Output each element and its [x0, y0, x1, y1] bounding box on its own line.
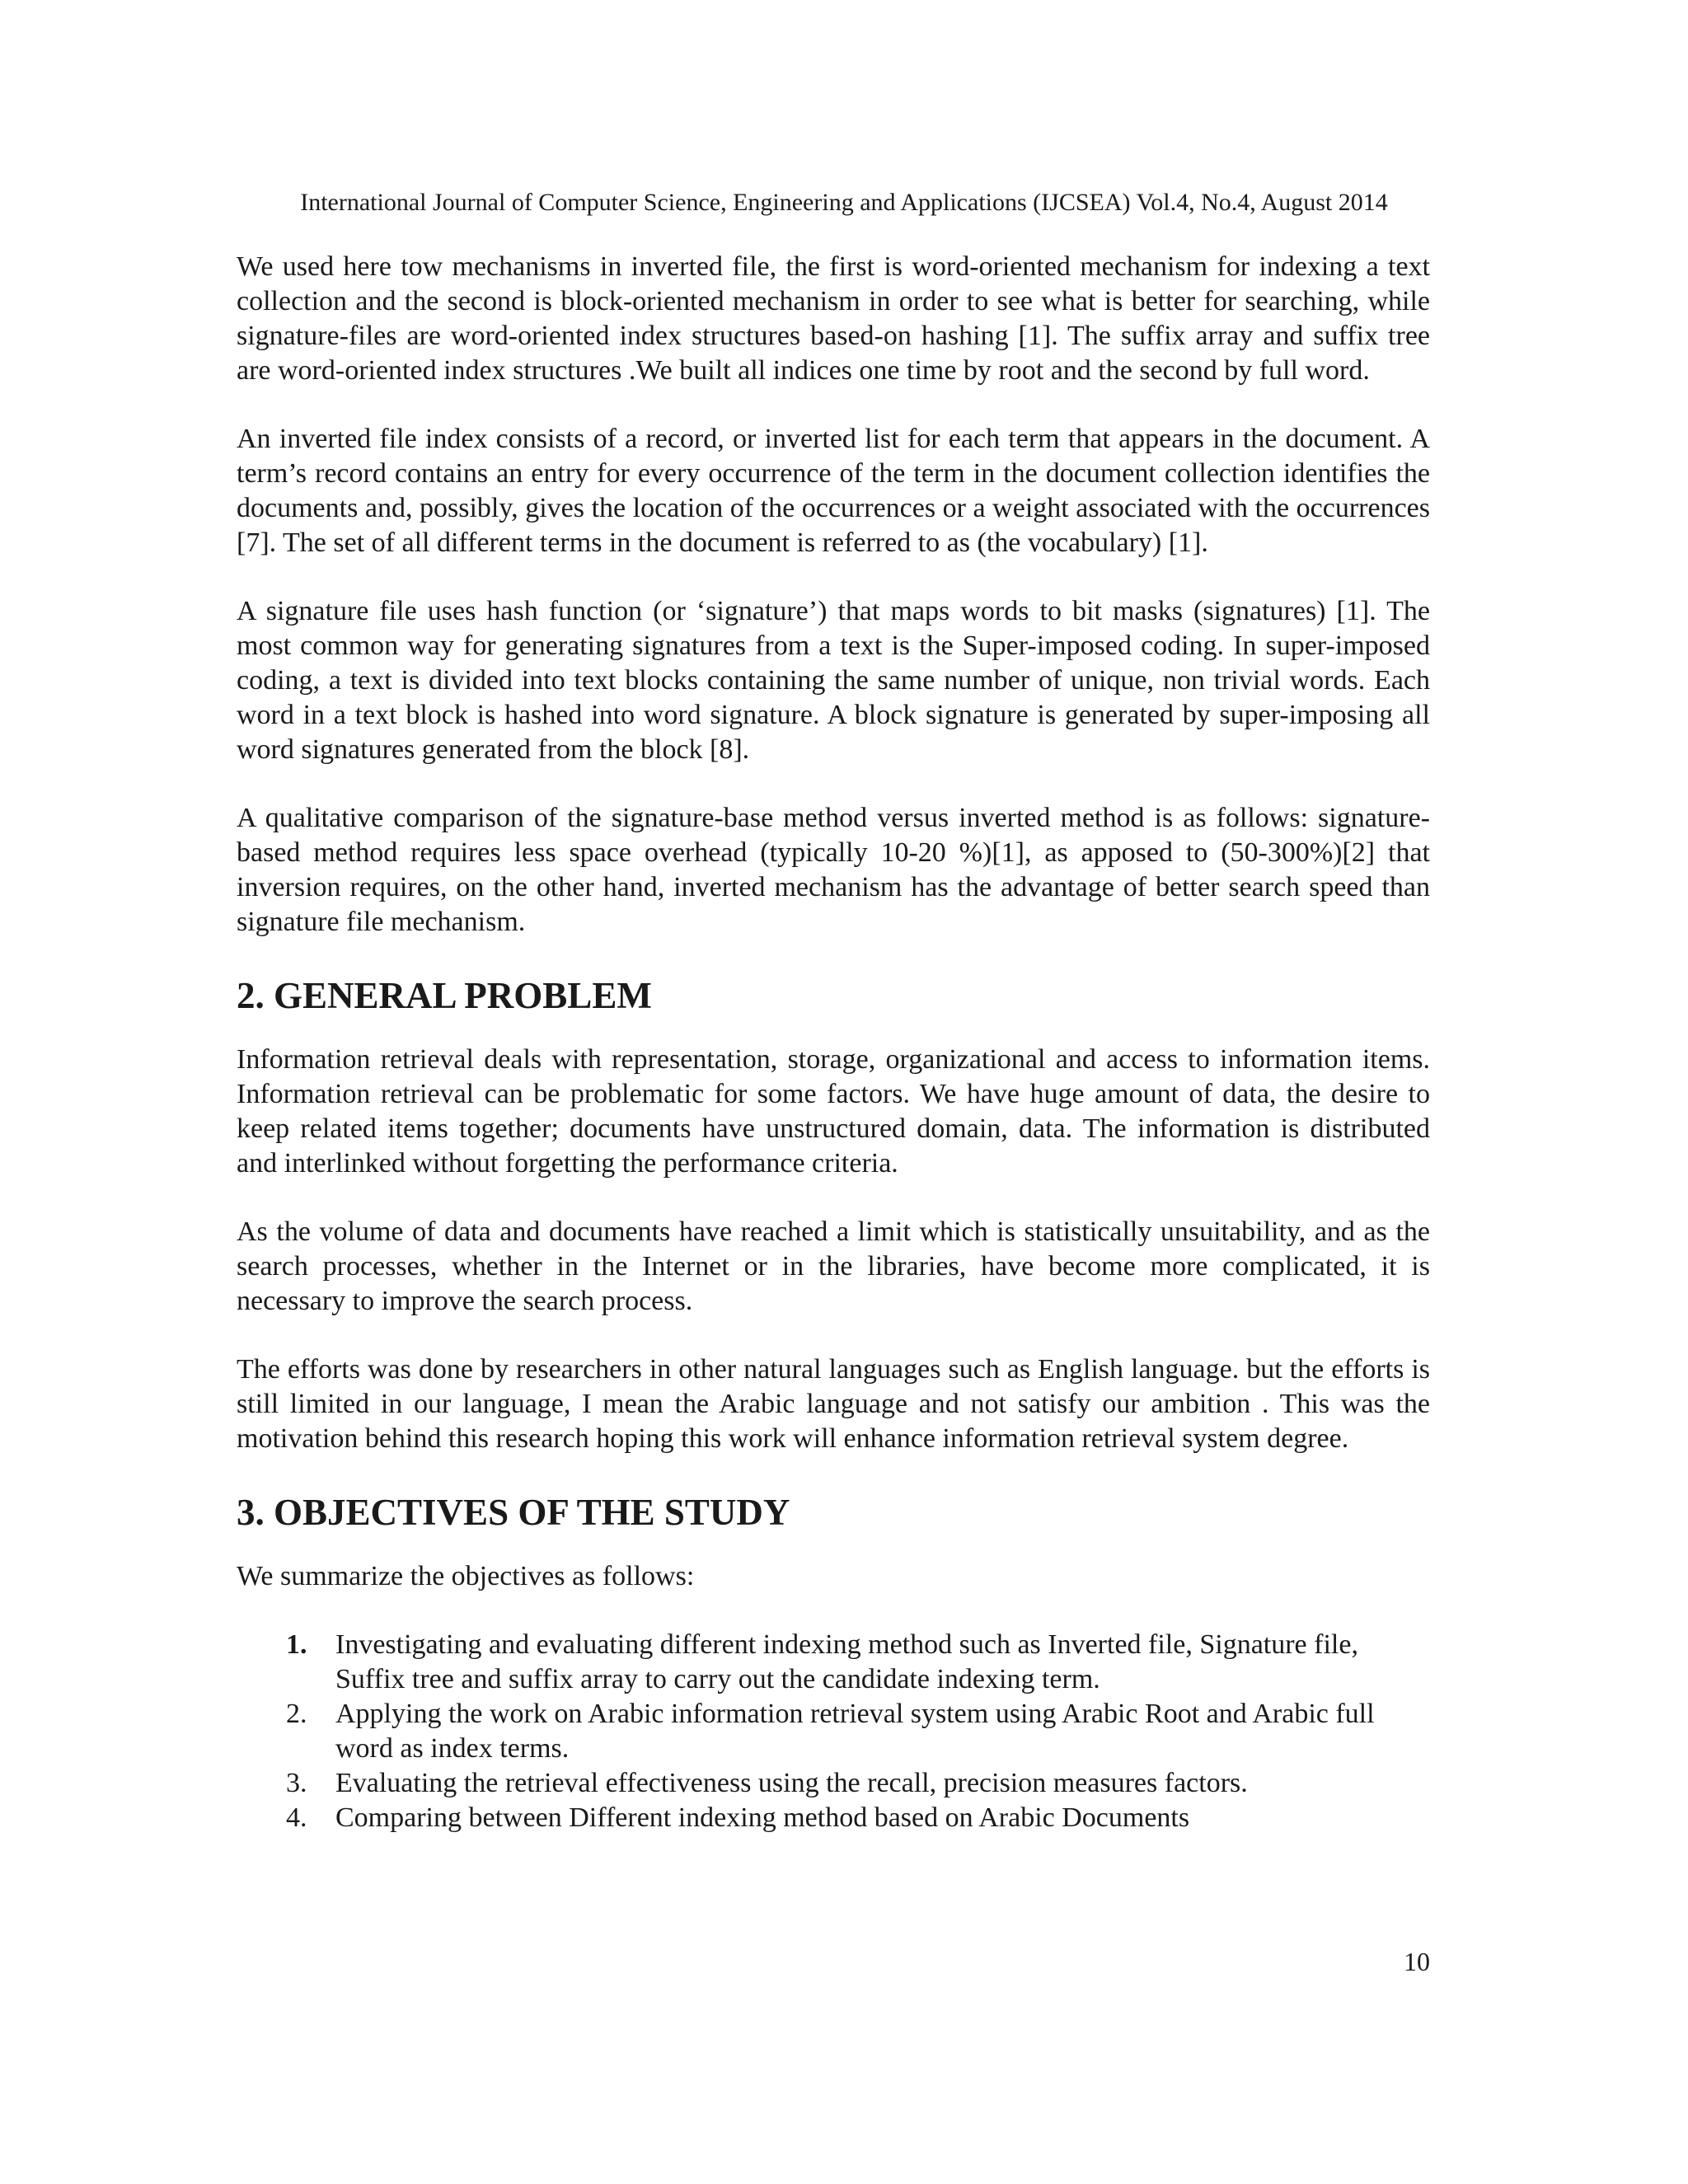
list-item-text: Comparing between Different indexing method based on Arabic Documents: [335, 1802, 1190, 1833]
list-item-text: Investigating and evaluating different indexing method such as Inverted file, Signature file, Suffix tree and suffix array to carry out the candidate indexing term.: [335, 1629, 1358, 1694]
list-item-text: Applying the work on Arabic information retrieval system using Arabic Root and Arabic full word as index terms.: [335, 1699, 1375, 1764]
list-item: [237, 1801, 1430, 1835]
list-item-number: 2.: [286, 1699, 307, 1729]
running-header: International Journal of Computer Science, Engineering and Applications (IJCSEA) Vol.4, No.4, August 2014: [300, 189, 1388, 216]
paragraph-volume-of-data: As the volume of data and documents have reached a limit which is statistically unsuitability, and as the search processes, whether in the Internet or in the libraries, have become more complicated, it is necessary to improve the search process.: [237, 1216, 1430, 1316]
paragraph-signature-file: A signature file uses hash function (or ‘signature’) that maps words to bit masks (signatures) [1]. The most common way for generating signatures from a text is the Super-imposed coding. In super-imposed coding, a text is divided into text blocks containing the same number of unique, non trivial words. Each word in a text block is hashed into word signature. A block signature is generated by super-imposing all word signatures generated from the block [8].: [237, 596, 1430, 765]
list-item-text: Evaluating the retrieval effectiveness using the recall, precision measures factors.: [335, 1768, 1248, 1798]
paragraph-motivation: The efforts was done by researchers in other natural languages such as English language. but the efforts is still limited in our language, I mean the Arabic language and not satisfy our ambition . This was the motivation behind this research hoping this work will enhance information retrieval system degree.: [237, 1354, 1430, 1454]
list-item-number: 3.: [286, 1768, 307, 1798]
list-item: [237, 1697, 1430, 1766]
list-item: [237, 1766, 1430, 1801]
objectives-list: [237, 1628, 1430, 1835]
list-item: [237, 1628, 1430, 1697]
page-number: 10: [1404, 1947, 1430, 1976]
paragraph-inverted-file: An inverted file index consists of a record, or inverted list for each term that appears in the document. A term’s record contains an entry for every occurrence of the term in the document collection identifies the documents and, possibly, gives the location of the occurrences or a weight associated with the occurrences [7]. The set of all different terms in the document is referred to as (the vocabulary) [1].: [237, 424, 1430, 558]
section-heading-general-problem: 2. GENERAL PROBLEM: [237, 975, 652, 1016]
paragraph-indexing-mechanisms: We used here tow mechanisms in inverted file, the first is word-oriented mechanism for indexing a text collection and the second is block-oriented mechanism in order to see what is better for searching, while signature-files are word-oriented index structures based-on hashing [1]. The suffix array and suffix tree are word-oriented index structures .We built all indices one time by root and the second by full word.: [237, 251, 1430, 386]
paragraph-objectives-intro: We summarize the objectives as follows:: [237, 1561, 695, 1591]
paragraph-qualitative-comparison: A qualitative comparison of the signature-base method versus inverted method is as follows: signature-based method requires less space overhead (typically 10-20 %)[1], as apposed to (50-300%)[2] that inversion requires, on the other hand, inverted mechanism has the advantage of better search speed than signature file mechanism.: [237, 803, 1430, 937]
list-item-number: 4.: [286, 1802, 307, 1833]
list-item-number: 1.: [286, 1629, 307, 1660]
page-content: [237, 250, 1430, 1835]
paragraph-information-retrieval: Information retrieval deals with representation, storage, organizational and access to information items. Information retrieval can be problematic for some factors. We have huge amount of data, the desire to keep related items together; documents have unstructured domain, data. The information is distributed and interlinked without forgetting the performance criteria.: [237, 1044, 1430, 1179]
section-heading-objectives: 3. OBJECTIVES OF THE STUDY: [237, 1492, 790, 1533]
